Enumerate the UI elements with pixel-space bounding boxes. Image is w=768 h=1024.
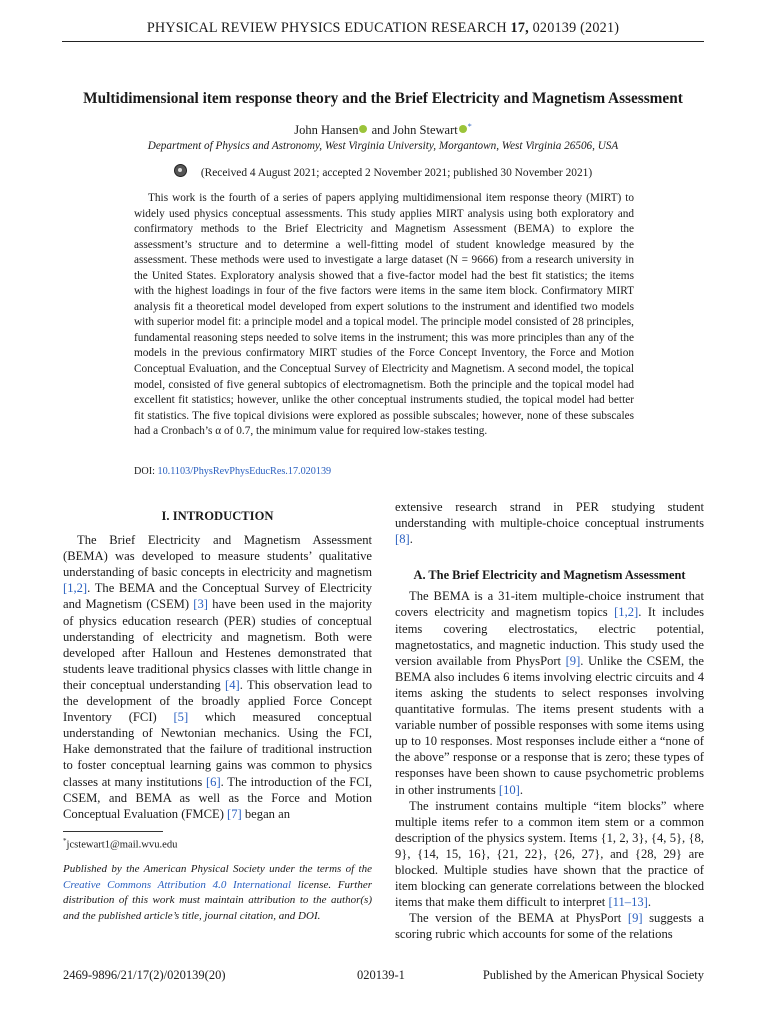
footer-issn: 2469-9896/21/17(2)/020139(20): [63, 968, 226, 982]
citation-link[interactable]: [11–13]: [608, 895, 648, 910]
subsection-heading: A. The Brief Electricity and Magnetism Assessment: [413, 568, 686, 583]
paragraph: The BEMA is a 31-item multiple-choice instrument that covers electricity and magnetism topics [1,2]. It includes items covering electrostatics, electric potential, magnetostatics, and magnetic induction. This study used the version available from PhysPort [9]. Unlike the CSEM, the BEMA also includes 6 items involving electric circuits and 4 items asking the students to select responses involving quantitative formulas. The items present students with a variable number of possible responses with some items using up to 10 responses. Most responses include either a “none of the above” response or a response that is zero; these types of responses have been shown to cause psychometric problems in other instruments [10].: [395, 589, 705, 797]
running-head: [62, 20, 704, 37]
author-conjunction: and: [371, 123, 390, 137]
footnote-rule: [63, 831, 163, 832]
orcid-icon[interactable]: [359, 125, 367, 133]
license-link[interactable]: Creative Commons Attribution 4.0 International: [63, 878, 292, 891]
footer-publisher: Published by the American Physical Society: [482, 968, 704, 982]
doi-label: DOI:: [134, 466, 155, 477]
citation-link[interactable]: [8]: [395, 532, 410, 547]
author-name[interactable]: John Stewart: [392, 123, 458, 137]
citation-link[interactable]: [6]: [205, 774, 221, 789]
author-line: [60, 122, 706, 138]
footnote-mark: *: [63, 837, 67, 845]
abstract-text: This work is the fourth of a series of papers applying multidimensional item response theory (MIRT) to widely used physics conceptual assessments. This study applies MIRT analysis using both exploratory and confirmatory methods to the Brief Electricity and Magnetism Assessment (BEMA) to explore the assessment’s structure and to determine a well-fitting model of student knowledge measured by the assessment. These methods were used to investigate a large dataset (N = 9666) from a research university in the United States. Exploratory analysis showed that a five-factor model had the best fit statistics; the items with the highest loadings in four of the five factors were items in the same item block. Confirmatory MIRT analysis fit a theoretical model developed from expert solutions to the instrument and identified two models with superior model fit: a principle model and a topical model. The principle model consisted of 28 principles, fundamental reasoning steps needed to solve items in the instrument; this was more principles than any of the models in the previous confirmatory MIRT studies of the Force Concept Inventory, the Force and Motion Conceptual Evaluation, and the Conceptual Survey of Electricity and Magnetism. A second model, the topical model, consisted of five general subtopics of electromagnetism. Both the principle and the topical model had excellent fit statistics; however, unlike the other conceptual instruments studied, the topical model had better fit statistics. The five topical divisions were explored as possible subscales; however, none of these subscales had a Cronbach’s α of 0.7, the minimum value for required low-stakes testing.: [134, 192, 634, 438]
citation-link[interactable]: [1,2]: [614, 605, 639, 620]
page-number: 020139-1: [357, 968, 405, 982]
citation-link[interactable]: [9]: [627, 911, 643, 926]
orcid-icon[interactable]: [459, 125, 467, 133]
license-notice: Published by the American Physical Society under the terms of the Creative Commons Attribution 4.0 International license. Further distribution of this work must maintain attribution to the author(s) and the published article’s title, journal citation, and DOI.: [63, 863, 372, 922]
journal-name: PHYSICAL REVIEW PHYSICS EDUCATION RESEARCH: [146, 20, 507, 36]
citation-link[interactable]: [4]: [225, 677, 240, 692]
left-column: [63, 508, 372, 822]
paragraph: The Brief Electricity and Magnetism Assessment (BEMA) was developed to measure students’ qualitative understanding of basic concepts in electricity and magnetism [1,2]. The BEMA and the Conceptual Survey of Electricity and Magnetism (CSEM) [3] have been used in the majority of physics education research (PER) studies of conceptual understanding of electricity and magnetism. Both were developed after Halloun and Hestenes demonstrated that students leave traditional physics classes with little change in their conceptual understanding [4]. This observation lead to the development of the broadly applied Force Concept Inventory (FCI) [5] which measured conceptual understanding of Newtonian mechanics. Using the FCI, Hake demonstrated that the failure of traditional instruction to foster conceptual learning gains was common to physics classes at many institutions [6]. The introduction of the FCI, CSEM, and BEMA as well as the Force and Motion Conceptual Evaluation (FMCE) [7] began an: [63, 533, 372, 821]
right-column: [395, 499, 704, 942]
corresponding-author-mark[interactable]: *: [467, 122, 472, 131]
footnote: [63, 837, 372, 851]
crossmark-icon[interactable]: [174, 164, 187, 177]
doi-link[interactable]: 10.1103/PhysRevPhysEducRes.17.020139: [157, 466, 332, 477]
section-heading: I. INTRODUCTION: [161, 509, 274, 523]
doi-line: [134, 466, 331, 477]
citation-link[interactable]: [9]: [565, 653, 581, 668]
paragraph: The version of the BEMA at PhysPort [9] suggests a scoring rubric which accounts for some of the relations: [395, 911, 704, 942]
received-dates: [60, 164, 706, 179]
author-email[interactable]: jcstewart1@mail.wvu.edu: [66, 839, 178, 851]
author-name[interactable]: John Hansen: [294, 123, 359, 137]
citation-link[interactable]: [5]: [173, 710, 189, 725]
header-rule: [62, 41, 704, 42]
paper-title: Multidimensional item response theory and the Brief Electricity and Magnetism Assessment: [83, 90, 683, 107]
received-text: (Received 4 August 2021; accepted 2 November 2021; published 30 November 2021): [200, 167, 593, 179]
abstract: [134, 191, 634, 440]
article-number: 020139 (2021): [532, 20, 620, 36]
affiliation: Department of Physics and Astronomy, West Virginia University, Morgantown, West Virginia 26506, USA: [147, 140, 619, 152]
citation-link[interactable]: [10]: [498, 782, 520, 797]
citation-link[interactable]: [1,2]: [63, 581, 88, 596]
paragraph: The instrument contains multiple “item blocks” where multiple items refer to a common item stem or a common description of the physics system. Items {1, 2, 3}, {4, 5}, {8, 9}, {14, 15, 16}, {21, 22}, {26, 27}, and {28, 29} are blocked. Multiple studies have shown that the practice of item blocking can generate correlations between the blocked items that make them difficult to interpret [11–13].: [395, 798, 704, 910]
citation-link[interactable]: [7]: [227, 806, 242, 821]
volume-number: 17,: [510, 20, 529, 36]
citation-link[interactable]: [3]: [193, 597, 208, 612]
paragraph-continuation: extensive research strand in PER studying student understanding with multiple-choice conceptual instruments [8].: [395, 500, 704, 547]
